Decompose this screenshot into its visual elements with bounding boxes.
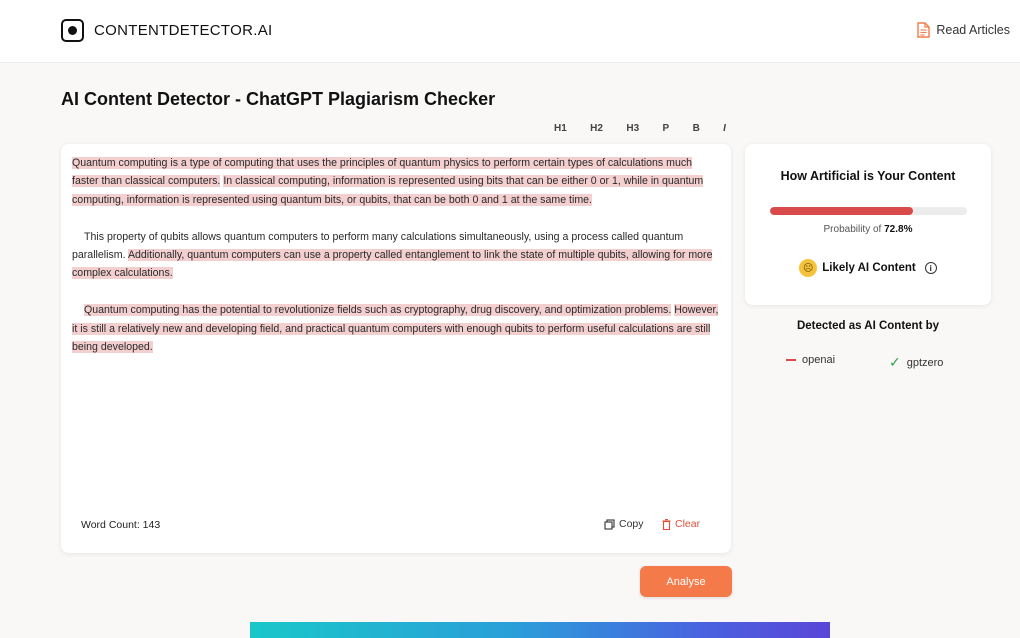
format-italic-button[interactable]: I	[723, 123, 726, 134]
logo[interactable]	[61, 19, 272, 42]
probability-bar-fill	[770, 207, 913, 215]
sentence: This property of qubits allows quantum computers to perform many calculations simultaneously, using a process called quantum parallelism.	[72, 230, 684, 262]
detector-gptzero-label: gptzero	[906, 356, 944, 369]
top-navbar	[0, 0, 1020, 63]
format-h2-button[interactable]: H2	[590, 123, 603, 134]
checkmark-icon: ✓	[889, 354, 901, 370]
probability-prefix: Probability of	[823, 224, 882, 235]
info-icon[interactable]: i	[925, 262, 937, 274]
editor-paragraph	[72, 154, 720, 209]
probability-bar	[770, 207, 967, 215]
result-title: How Artificial is Your Content	[780, 169, 956, 183]
format-h3-button[interactable]: H3	[626, 123, 640, 134]
format-h1-button[interactable]: H1	[554, 123, 567, 134]
logo-icon	[61, 19, 84, 42]
copy-label: Copy	[619, 518, 644, 530]
format-toolbar	[550, 123, 730, 137]
text-editor[interactable]	[61, 144, 731, 553]
verdict-label: Likely AI Content	[822, 262, 916, 274]
detected-title: Detected as AI Content by	[796, 320, 940, 332]
read-articles-link[interactable]	[917, 22, 1010, 38]
document-icon	[917, 22, 930, 38]
flagged-sentence: Quantum computing has the potential to revolutionize fields such as cryptography, drug discovery, and optimization problems.	[84, 304, 672, 317]
flagged-sentence: In classical computing, information is represented using bits that can be either 0 or 1, while in quantum computing, information is represented using quantum bits, or qubits, that can be both 0 and 1 at the same time.	[72, 175, 704, 206]
format-p-button[interactable]: P	[662, 123, 670, 134]
flagged-sentence: Additionally, quantum computers can use a property called entanglement to link the state of multiple qubits, allowing for more complex calculations.	[72, 249, 713, 280]
page-title: AI Content Detector - ChatGPT Plagiarism Checker	[61, 89, 496, 109]
probability-value: 72.8%	[884, 224, 913, 235]
clear-button[interactable]	[662, 518, 700, 530]
result-card	[745, 144, 991, 305]
read-articles-label: Read Articles	[936, 23, 1010, 37]
detector-openai	[786, 354, 835, 366]
logo-text: CONTENTDETECTOR.AI	[94, 22, 273, 39]
word-count: Word Count: 143	[81, 519, 161, 531]
analyse-button[interactable]: Analyse	[640, 566, 732, 597]
verdict	[745, 259, 991, 277]
copy-button[interactable]	[604, 518, 644, 530]
flagged-sentence: However, it is still a relatively new and developing field, and practical quantum computers with enough qubits to perform useful calculations are still being developed.	[72, 304, 719, 354]
clear-label: Clear	[675, 518, 701, 530]
editor-paragraph	[72, 301, 720, 356]
copy-icon	[604, 519, 615, 530]
format-bold-button[interactable]: B	[692, 123, 700, 134]
flagged-sentence: Quantum computing is a type of computing that uses the principles of quantum physics to perform certain types of calculations much faster than classical computers.	[72, 157, 693, 188]
detector-openai-label: openai	[802, 354, 836, 366]
probability-label	[745, 224, 991, 235]
detector-gptzero	[889, 354, 943, 371]
trash-icon	[662, 519, 671, 530]
sad-face-icon: ☹	[799, 259, 817, 277]
editor-content[interactable]	[72, 154, 720, 375]
gradient-banner	[250, 622, 830, 638]
dash-icon	[786, 359, 796, 361]
editor-paragraph	[72, 228, 720, 283]
